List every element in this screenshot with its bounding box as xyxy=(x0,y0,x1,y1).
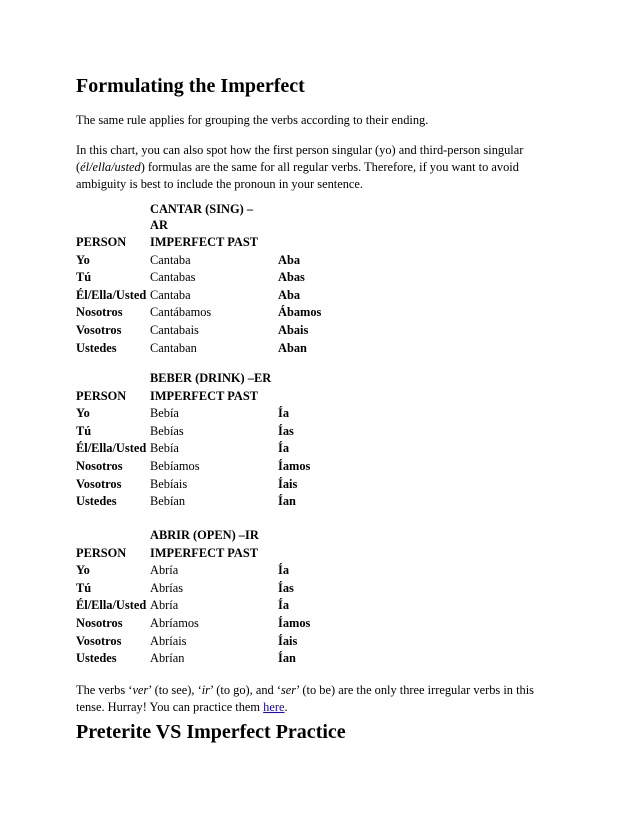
table-row: Nosotros Bebíamos Íamos xyxy=(76,458,311,473)
practice-link[interactable]: here xyxy=(263,700,285,714)
verb-title: ABRIR (OPEN) –IR xyxy=(150,528,259,542)
para2-text-c: ) formulas are the same for all regular verbs. Therefore, if you want to avoid ambiguity is best to include the pronoun in your sentence. xyxy=(76,160,519,191)
table-row: Ustedes Cantaban Aban xyxy=(76,340,307,355)
person-header: PERSON xyxy=(76,545,127,560)
table-row: Yo Abría Ía xyxy=(76,563,290,578)
verb-title: BEBER (DRINK) –ER xyxy=(150,371,272,385)
table-row: Él/Ella/Usted Abría Ía xyxy=(76,598,290,613)
conjugation-table-abrir xyxy=(76,527,310,668)
person-header: PERSON xyxy=(76,388,127,403)
verb-ver: ver xyxy=(132,683,149,697)
table-row: Nosotros Cantábamos Ábamos xyxy=(76,305,322,320)
section-heading-imperfect: Formulating the Imperfect xyxy=(76,75,305,97)
tense-header: IMPERFECT PAST xyxy=(150,388,258,403)
conjugation-table-beber xyxy=(76,370,310,511)
table-row: Vosotros Abríais Íais xyxy=(76,633,298,648)
intro-paragraph: The same rule applies for grouping the verbs according to their ending. xyxy=(76,113,429,127)
table-row: Tú Cantabas Abas xyxy=(76,270,305,285)
table-row: Él/Ella/Usted Cantaba Aba xyxy=(76,287,301,302)
table-row: Vosotros Cantabais Abais xyxy=(76,322,309,337)
para2-text-a: In this chart, you can also spot how the first person singular (yo) and third-person singular ( xyxy=(76,143,524,174)
table-row: Vosotros Bebíais Íais xyxy=(76,476,298,491)
section-heading-practice: Preterite VS Imperfect Practice xyxy=(76,721,346,743)
verb-ir: ir xyxy=(201,683,210,697)
verb-title: CANTAR (SING) – AR xyxy=(150,202,254,232)
table-row: Tú Bebías Ías xyxy=(76,423,294,438)
table-row: Tú Abrías Ías xyxy=(76,580,294,595)
table-row: Ustedes Bebían Ían xyxy=(76,494,296,509)
irregular-verbs-paragraph: The verbs ‘ver’ (to see), ‘ir’ (to go), and ‘ser’ (to be) are the only three irregular verbs in this tense. Hurray! You can practice them here. xyxy=(76,683,534,714)
table-row: Yo Cantaba Aba xyxy=(76,252,301,267)
person-header: PERSON xyxy=(76,235,127,249)
tense-header: IMPERFECT PAST xyxy=(150,545,258,560)
conjugation-table-cantar xyxy=(76,201,321,357)
tense-header: IMPERFECT PAST xyxy=(150,235,258,249)
para2-italic-pronouns: él/ella/usted xyxy=(80,160,141,174)
verb-ser: ser xyxy=(280,683,297,697)
table-row: Él/Ella/Usted Bebía Ía xyxy=(76,441,290,456)
table-row: Ustedes Abrían Ían xyxy=(76,651,296,666)
table-row: Nosotros Abríamos Íamos xyxy=(76,615,311,630)
table-row: Yo Bebía Ía xyxy=(76,406,290,421)
chart-explanation-paragraph xyxy=(76,142,546,193)
